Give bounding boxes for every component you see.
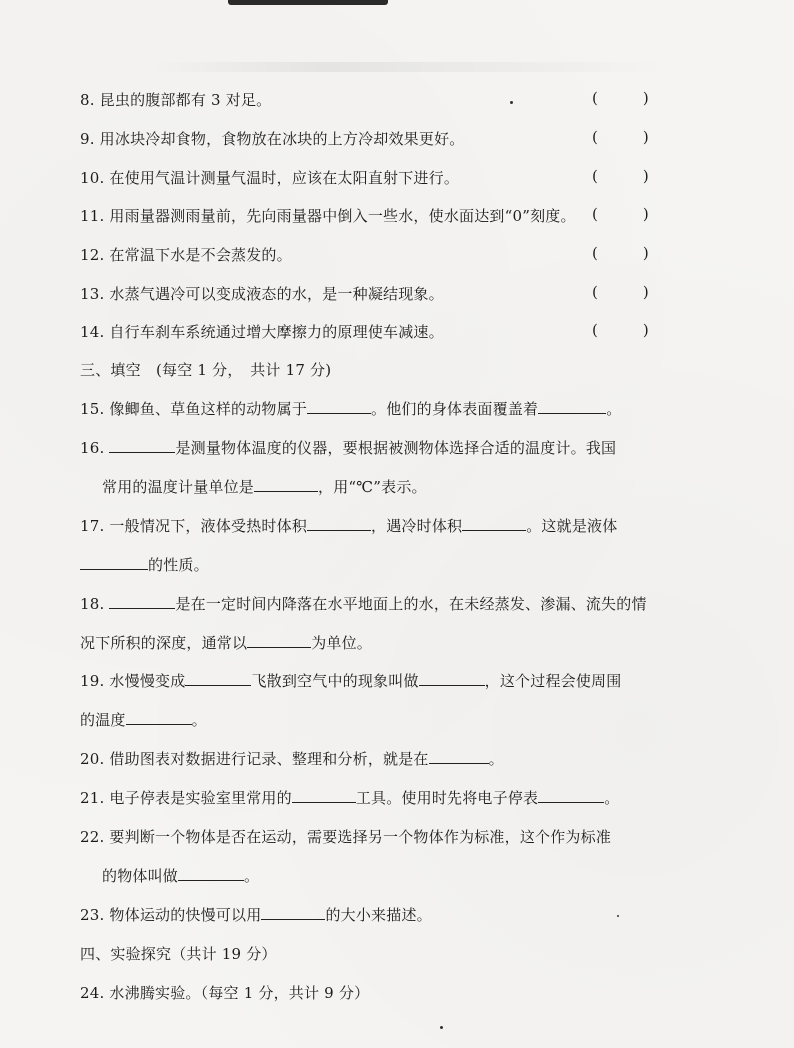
q22-blank-1[interactable]: [178, 866, 244, 881]
q17-text-b: ，遇冷时体积: [371, 517, 463, 535]
question-18-cont: [80, 633, 372, 653]
question-16-cont: [102, 477, 427, 497]
question-17-cont: [80, 555, 209, 575]
question-13: 13. 水蒸气遇冷可以变成液态的水，是一种凝结现象。: [80, 285, 444, 303]
q23-text-b: 的大小来描述。: [325, 906, 432, 924]
question-12: 12. 在常温下水是不会蒸发的。: [80, 246, 292, 264]
answer-bracket-10[interactable]: ( ): [592, 167, 649, 185]
q22-text-c: 。: [244, 867, 260, 885]
q18-blank-2[interactable]: [247, 633, 311, 648]
question-8: 8. 昆虫的腹部都有 3 对足。: [80, 91, 272, 109]
question-14: 14. 自行车刹车系统通过增大摩擦力的原理使车减速。: [80, 323, 444, 341]
q19-blank-2[interactable]: [419, 671, 485, 686]
answer-bracket-13[interactable]: ( ): [592, 283, 649, 301]
q17-blank-3[interactable]: [80, 555, 148, 570]
answer-bracket-11[interactable]: ( ): [592, 205, 649, 223]
scan-speck: [617, 915, 619, 917]
question-23: [80, 905, 432, 925]
q19-text-c: ，这个过程会使周围: [484, 672, 622, 690]
question-21: [80, 788, 619, 808]
question-15: [80, 399, 621, 419]
q16-text-c: 常用的温度计量单位是: [102, 478, 255, 496]
question-20: [80, 749, 504, 769]
question-22-cont: [102, 866, 259, 886]
question-19-cont: [80, 710, 207, 730]
q22-text-b: 的物体叫做: [102, 867, 179, 885]
q16-blank-2[interactable]: [254, 477, 318, 492]
q19-text-b: 飞散到空气中的现象叫做: [251, 672, 419, 690]
section-4-heading: 四、实验探究（共计 19 分）: [80, 945, 277, 963]
q16-text-a: 16.: [80, 439, 110, 457]
question-9: 9. 用冰块冷却食物，食物放在冰块的上方冷却效果更好。: [80, 130, 465, 148]
q18-blank-1[interactable]: [109, 594, 175, 609]
q19-text-d: 的温度: [80, 711, 126, 729]
q18-text-b: 是在一定时间内降落在水平地面上的水，在未经蒸发、渗漏、流失的情: [175, 595, 647, 613]
answer-bracket-9[interactable]: ( ): [592, 128, 649, 146]
q15-text-c: 。: [606, 400, 622, 418]
q18-text-a: 18.: [80, 595, 110, 613]
question-18: [80, 594, 647, 614]
q19-text-e: 。: [191, 711, 207, 729]
question-22: [80, 827, 611, 847]
q21-blank-2[interactable]: [538, 788, 604, 803]
q22-text-a: 22. 要判断一个物体是否在运动，需要选择另一个物体作为标准，这个作为标准: [80, 828, 612, 846]
q18-text-c: 况下所积的深度，通常以: [80, 634, 248, 652]
question-16: [80, 438, 616, 458]
q17-text-d: 的性质。: [148, 556, 209, 574]
q17-blank-2[interactable]: [462, 516, 526, 531]
scan-edge-mark: [228, 0, 388, 5]
q17-text-c: 。这就是液体: [526, 517, 618, 535]
q21-text-a: 21. 电子停表是实验室里常用的: [80, 789, 292, 807]
question-24: 24. 水沸腾实验。（每空 1 分，共计 9 分）: [80, 984, 370, 1002]
q23-text-a: 23. 物体运动的快慢可以用: [80, 906, 262, 924]
q15-text-b: 。他们的身体表面覆盖着: [371, 400, 539, 418]
q17-blank-1[interactable]: [307, 516, 371, 531]
answer-bracket-12[interactable]: ( ): [592, 244, 649, 262]
q17-text-a: 17. 一般情况下，液体受热时体积: [80, 517, 308, 535]
q23-blank-1[interactable]: [261, 905, 325, 920]
q18-text-d: 为单位。: [311, 634, 373, 652]
q20-text-a: 20. 借助图表对数据进行记录、整理和分析，就是在: [80, 750, 429, 768]
scan-speck: [440, 1026, 443, 1029]
q16-text-b: 是测量物体温度的仪器，要根据被测物体选择合适的温度计。我国: [175, 439, 617, 457]
q20-text-b: 。: [488, 750, 504, 768]
q15-text-a: 15. 像鲫鱼、草鱼这样的动物属于: [80, 400, 308, 418]
bleed-through-shadow: [150, 62, 670, 72]
q16-text-d: ，用“℃”表示。: [318, 478, 427, 496]
q15-blank-2[interactable]: [538, 399, 606, 414]
answer-bracket-8[interactable]: ( ): [592, 89, 649, 107]
question-11: 11. 用雨量器测雨量前，先向雨量器中倒入一些水，使水面达到“0”刻度。: [80, 207, 576, 225]
q19-blank-3[interactable]: [126, 710, 192, 725]
question-19: [80, 671, 621, 691]
q20-blank-1[interactable]: [429, 749, 489, 764]
q21-blank-1[interactable]: [292, 788, 356, 803]
scan-speck: [510, 101, 513, 104]
q15-blank-1[interactable]: [307, 399, 371, 414]
q19-text-a: 19. 水慢慢变成: [80, 672, 186, 690]
question-10: 10. 在使用气温计测量气温时，应该在太阳直射下进行。: [80, 169, 460, 187]
question-17: [80, 516, 617, 536]
answer-bracket-14[interactable]: ( ): [592, 321, 649, 339]
q16-blank-1[interactable]: [109, 438, 175, 453]
q21-text-b: 工具。使用时先将电子停表: [355, 789, 539, 807]
section-3-heading: 三、填空 (每空 1 分， 共计 17 分): [80, 361, 332, 379]
q19-blank-1[interactable]: [185, 671, 251, 686]
q21-text-c: 。: [604, 789, 620, 807]
